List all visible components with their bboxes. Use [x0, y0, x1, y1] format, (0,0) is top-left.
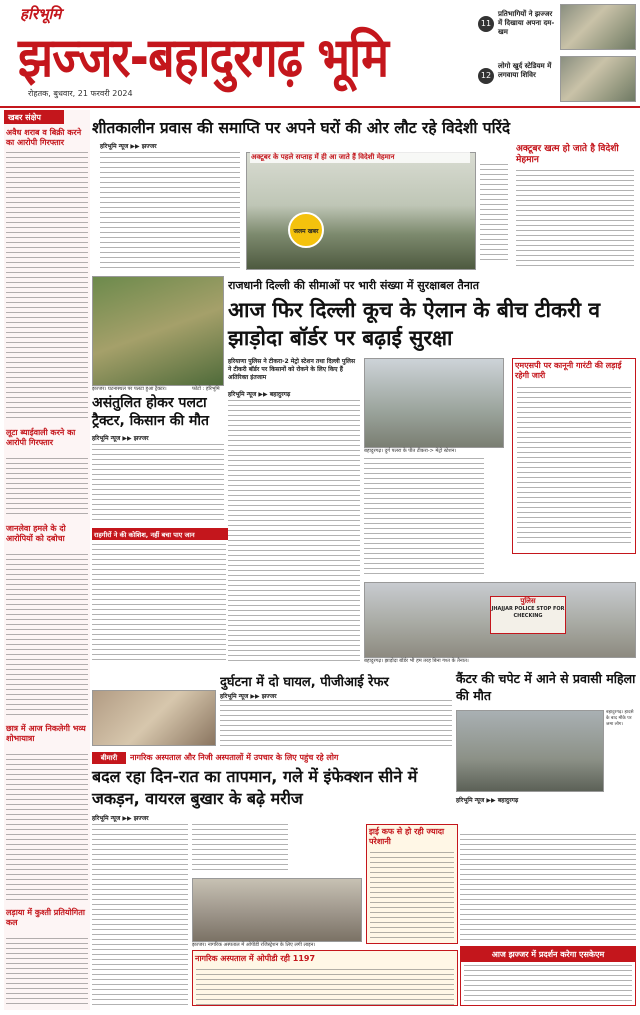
photo-credit: फोटो : हरिभूमि — [192, 386, 224, 392]
headline[interactable]: दुर्घटना में दो घायल, पीजीआई रेफर — [220, 675, 389, 690]
cough-box-title: इाई कफ से हो रही ज्यादा परेशानी — [369, 827, 445, 846]
police-sign — [490, 596, 566, 634]
badge — [288, 212, 324, 248]
masthead-divider — [0, 106, 640, 108]
birds-photo — [246, 152, 476, 270]
byline: हरिभूमि न्यूज ▶▶ झज्जर — [100, 143, 157, 150]
teaser-number: 11 — [478, 16, 494, 32]
msp-box-body — [517, 387, 631, 547]
opd-photo — [192, 878, 362, 942]
skm-box-body — [464, 965, 632, 1005]
sign-text: JHAJJAR POLICE STOP FOR CHECKING — [491, 606, 565, 619]
msp-box-title: एमएसपी पर कानूनी गारंटी की लड़ाई रहेगी जारी — [515, 361, 622, 380]
teaser-number: 12 — [478, 68, 494, 84]
article-body — [364, 458, 484, 576]
story-border-security — [228, 276, 636, 666]
topic-tag: बीमारी — [92, 752, 126, 764]
news-brief-column — [4, 110, 90, 1010]
top-strap: राजधानी दिल्ली की सीमाओं पर भारी संख्या में सुरक्षाबल तैनात — [228, 279, 480, 292]
teaser-text: लोगो खुर्द स्टेडियम में लगवाया शिविर — [498, 62, 552, 79]
byline: हरिभूमि न्यूज ▶▶ बहादुरगढ़ — [456, 797, 519, 804]
headline[interactable]: बदल रहा दिन-रात का तापमान, गले में इंफेक्शन सीने में जकड़न, वायरल बुखार के बढ़े मरीज — [92, 767, 418, 808]
headline[interactable]: असंतुलित होकर पलटा ट्रैक्टर, किसान की मौत — [92, 395, 210, 429]
caption: बहादुरगढ़। दुर्ग पलरा के पीत टीकरा-> मेट्रो स्टेशन। — [364, 448, 504, 454]
article-body — [516, 170, 634, 268]
metro-photo — [364, 358, 504, 448]
skm-box-title: आज झज्जर में प्रदर्शन करेगा एसकेएम — [461, 947, 635, 962]
sign-heading: पुलिस — [520, 597, 536, 605]
story-migratory-birds — [92, 112, 636, 272]
teaser-item[interactable] — [478, 56, 638, 104]
strap: नागरिक अस्पताल और निजी अस्पतालों में उपचार के लिए पहुंच रहे लोग — [130, 753, 339, 762]
opd-box-title: नागरिक अस्पताल में ओपीडी रही 1197 — [195, 954, 316, 963]
article-body — [100, 152, 240, 268]
brand-logo: हरिभूमि — [20, 5, 62, 23]
brief-body — [6, 458, 88, 518]
sidebar-header: खबर संक्षेप — [4, 110, 64, 124]
skm-box — [460, 946, 636, 1006]
article-body — [192, 824, 288, 874]
photo-side-text — [480, 164, 508, 264]
article-body — [92, 544, 226, 662]
dateline: रोहतक, बुधवार, 21 फरवरी 2024 — [28, 89, 133, 98]
brief-title: जानलेवा हमले के दो आरोपियों को दबोचा — [6, 524, 66, 543]
teaser-panel — [478, 4, 638, 106]
bullet: हरियाणा पुलिस ने टीकरा-2 मेट्रो स्टेशन तथा दिल्ली पुलिस ने टीकरी बॉर्डर पर किसानों को रोकने के लिए किए हैं अतिरिक्त इंतजाम — [228, 358, 356, 381]
badge-label: जलम खबर — [293, 228, 319, 235]
teaser-text: प्रतिभागियों ने झज्जर में दिखाया अपना दम-खम — [498, 10, 555, 36]
byline: हरिभूमि न्यूज ▶▶ झज्जर — [92, 815, 149, 822]
caption: बहादुरगढ़। हादसे के बाद मौके पर जमा लोग। — [606, 710, 636, 728]
caption: झज्जर। नागरिक अस्पताल में ओपीडी रजिस्ट्रेशन के लिए लगी लाइन। — [192, 942, 362, 948]
side-kicker: अक्टूबर खत्म हो जाते है विदेशी मेहमान — [516, 144, 619, 165]
story-viral-fever — [92, 752, 636, 1010]
article-body — [92, 824, 188, 1006]
brief-title: लड़ाया में कुश्ती प्रतियोगिता कल — [6, 908, 85, 927]
brief-title: अवैध शराब व बिक्री करने का आरोपी गिरफ्तार — [6, 128, 82, 147]
hospital-photo — [92, 690, 216, 746]
byline: हरिभूमि न्यूज ▶▶ बहादुरगढ़ — [228, 391, 291, 398]
banner: राहगीरों ने की कोशिश, नहीं बचा पाए जान — [92, 528, 228, 540]
headline[interactable]: शीतकालीन प्रवास की समाप्ति पर अपने घरों की ओर लौट रहे विदेशी परिंदे — [92, 119, 511, 137]
byline: हरिभूमि न्यूज ▶▶ झज्जर — [92, 435, 149, 442]
photo-kicker: अक्टूबर के पहले सप्ताह में ही आ जाते हैं विदेशी मेहमान — [250, 152, 470, 163]
tractor-wide-body — [92, 528, 228, 666]
msp-box — [512, 358, 636, 554]
teaser-photo — [560, 56, 636, 102]
caption: बहादुरगढ़। झाड़ोदा बॉर्डर भी हम तरह बिना गश्त के तैनात। — [364, 658, 636, 664]
headline[interactable]: आज फिर दिल्ली कूच के ऐलान के बीच टीकरी व झाड़ोदा बॉर्डर पर बढ़ाई सुरक्षा — [228, 298, 601, 350]
masthead — [0, 0, 480, 104]
article-body — [220, 700, 452, 746]
cough-box — [366, 824, 458, 944]
tractor-photo — [92, 276, 224, 386]
article-body — [92, 444, 224, 524]
article-body — [228, 400, 360, 662]
opd-box — [192, 950, 458, 1006]
brief-body — [6, 938, 88, 1006]
brief-body — [6, 152, 88, 422]
cough-box-body — [370, 852, 454, 940]
brief-title: छात्र में आज निकलेगी भव्य शोभायात्रा — [6, 724, 86, 743]
teaser-item[interactable] — [478, 4, 638, 52]
brief-body — [6, 554, 88, 718]
headline[interactable]: कैंटर की चपेट में आने से प्रवासी महिला की मौत — [456, 671, 636, 703]
page-title: झज्जर-बहादुरगढ़ भूमि — [18, 26, 389, 89]
byline: हरिभूमि न्यूज ▶▶ झज्जर — [220, 693, 277, 700]
caption: झज्जर। घटनास्थल पर पलटा हुआ ट्रैक्टर। — [92, 386, 192, 392]
story-accident — [92, 670, 452, 748]
article-body — [460, 834, 636, 942]
brief-title: लूटा ब्याईवाली करने का आरोपी गिरफ्तार — [6, 428, 76, 447]
opd-box-body — [196, 969, 454, 1005]
teaser-photo — [560, 4, 636, 50]
brief-body — [6, 754, 88, 902]
